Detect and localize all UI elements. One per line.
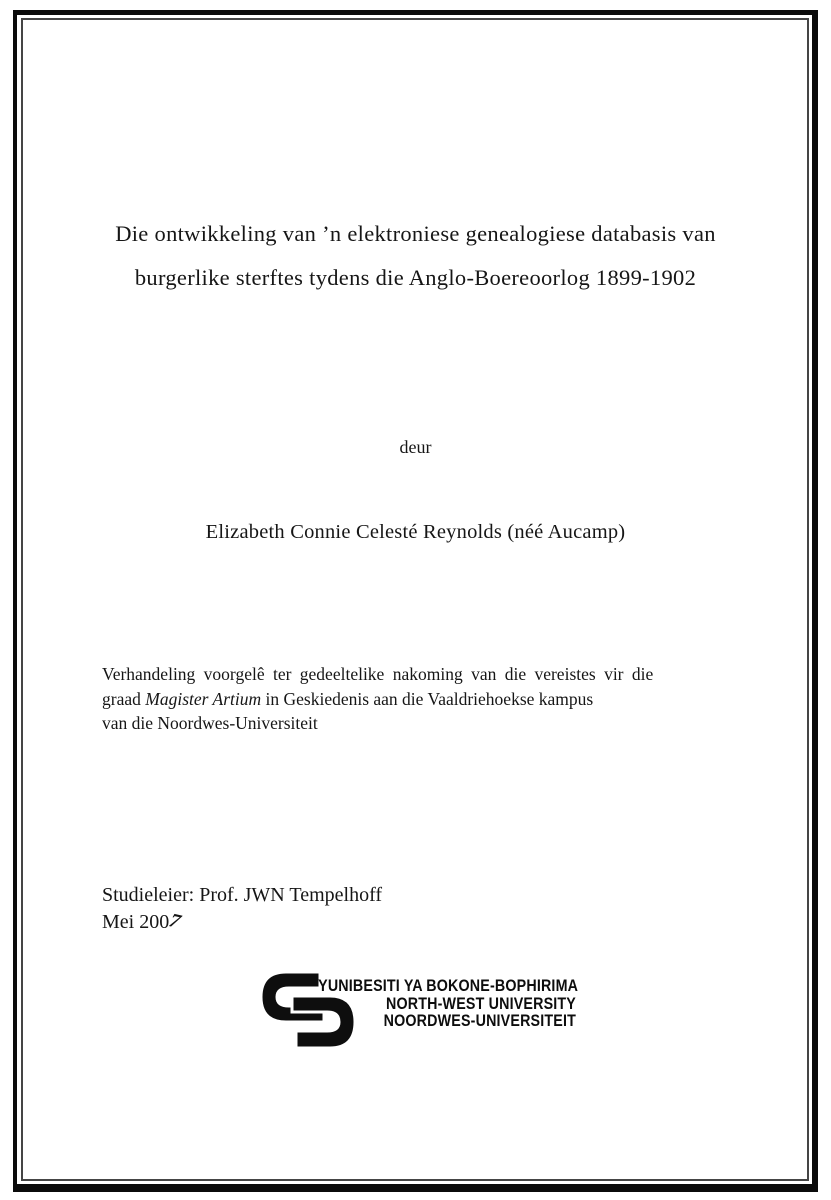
degree-statement-line1: Verhandeling voorgelê ter gedeeltelike nakoming van die vereistes vir die: [102, 664, 654, 684]
date-prefix: Mei 200: [102, 910, 170, 933]
university-name-english: NORTH-WEST UNIVERSITY: [386, 993, 576, 1013]
thesis-title-line1: Die ontwikkeling van ’n elektroniese genealogiese databasis van: [115, 221, 716, 246]
supervisor-line: Studieleier: Prof. JWN Tempelhoff: [102, 884, 383, 906]
author-name: Elizabeth Connie Celesté Reynolds (néé Aucamp): [205, 521, 626, 543]
date-last-digit: 7: [164, 909, 186, 932]
degree-name-italic: Magister Artium: [145, 688, 262, 709]
byline-deur: deur: [399, 437, 432, 457]
credits-block: [102, 882, 382, 935]
university-name-afrikaans: NOORDWES-UNIVERSITEIT: [383, 1011, 576, 1031]
thesis-title: [40, 212, 791, 300]
thesis-title-line2: burgerlike sterftes tydens die Anglo-Boereoorlog 1899-1902: [134, 265, 697, 290]
university-logo: [256, 968, 586, 1058]
degree-statement-line2-prefix: graad: [102, 688, 146, 709]
degree-statement-line2: [102, 687, 722, 712]
degree-statement-line2-suffix: in Geskiedenis aan die Vaaldriehoekse kampus: [261, 688, 594, 709]
degree-statement: [102, 662, 722, 736]
university-wordmark: [318, 976, 579, 1031]
degree-statement-line3: van die Noordwes-Universiteit: [102, 713, 318, 733]
university-name-setswana: YUNIBESITI YA BOKONE-BOPHIRIMA: [318, 976, 579, 995]
date-line: [102, 909, 382, 936]
